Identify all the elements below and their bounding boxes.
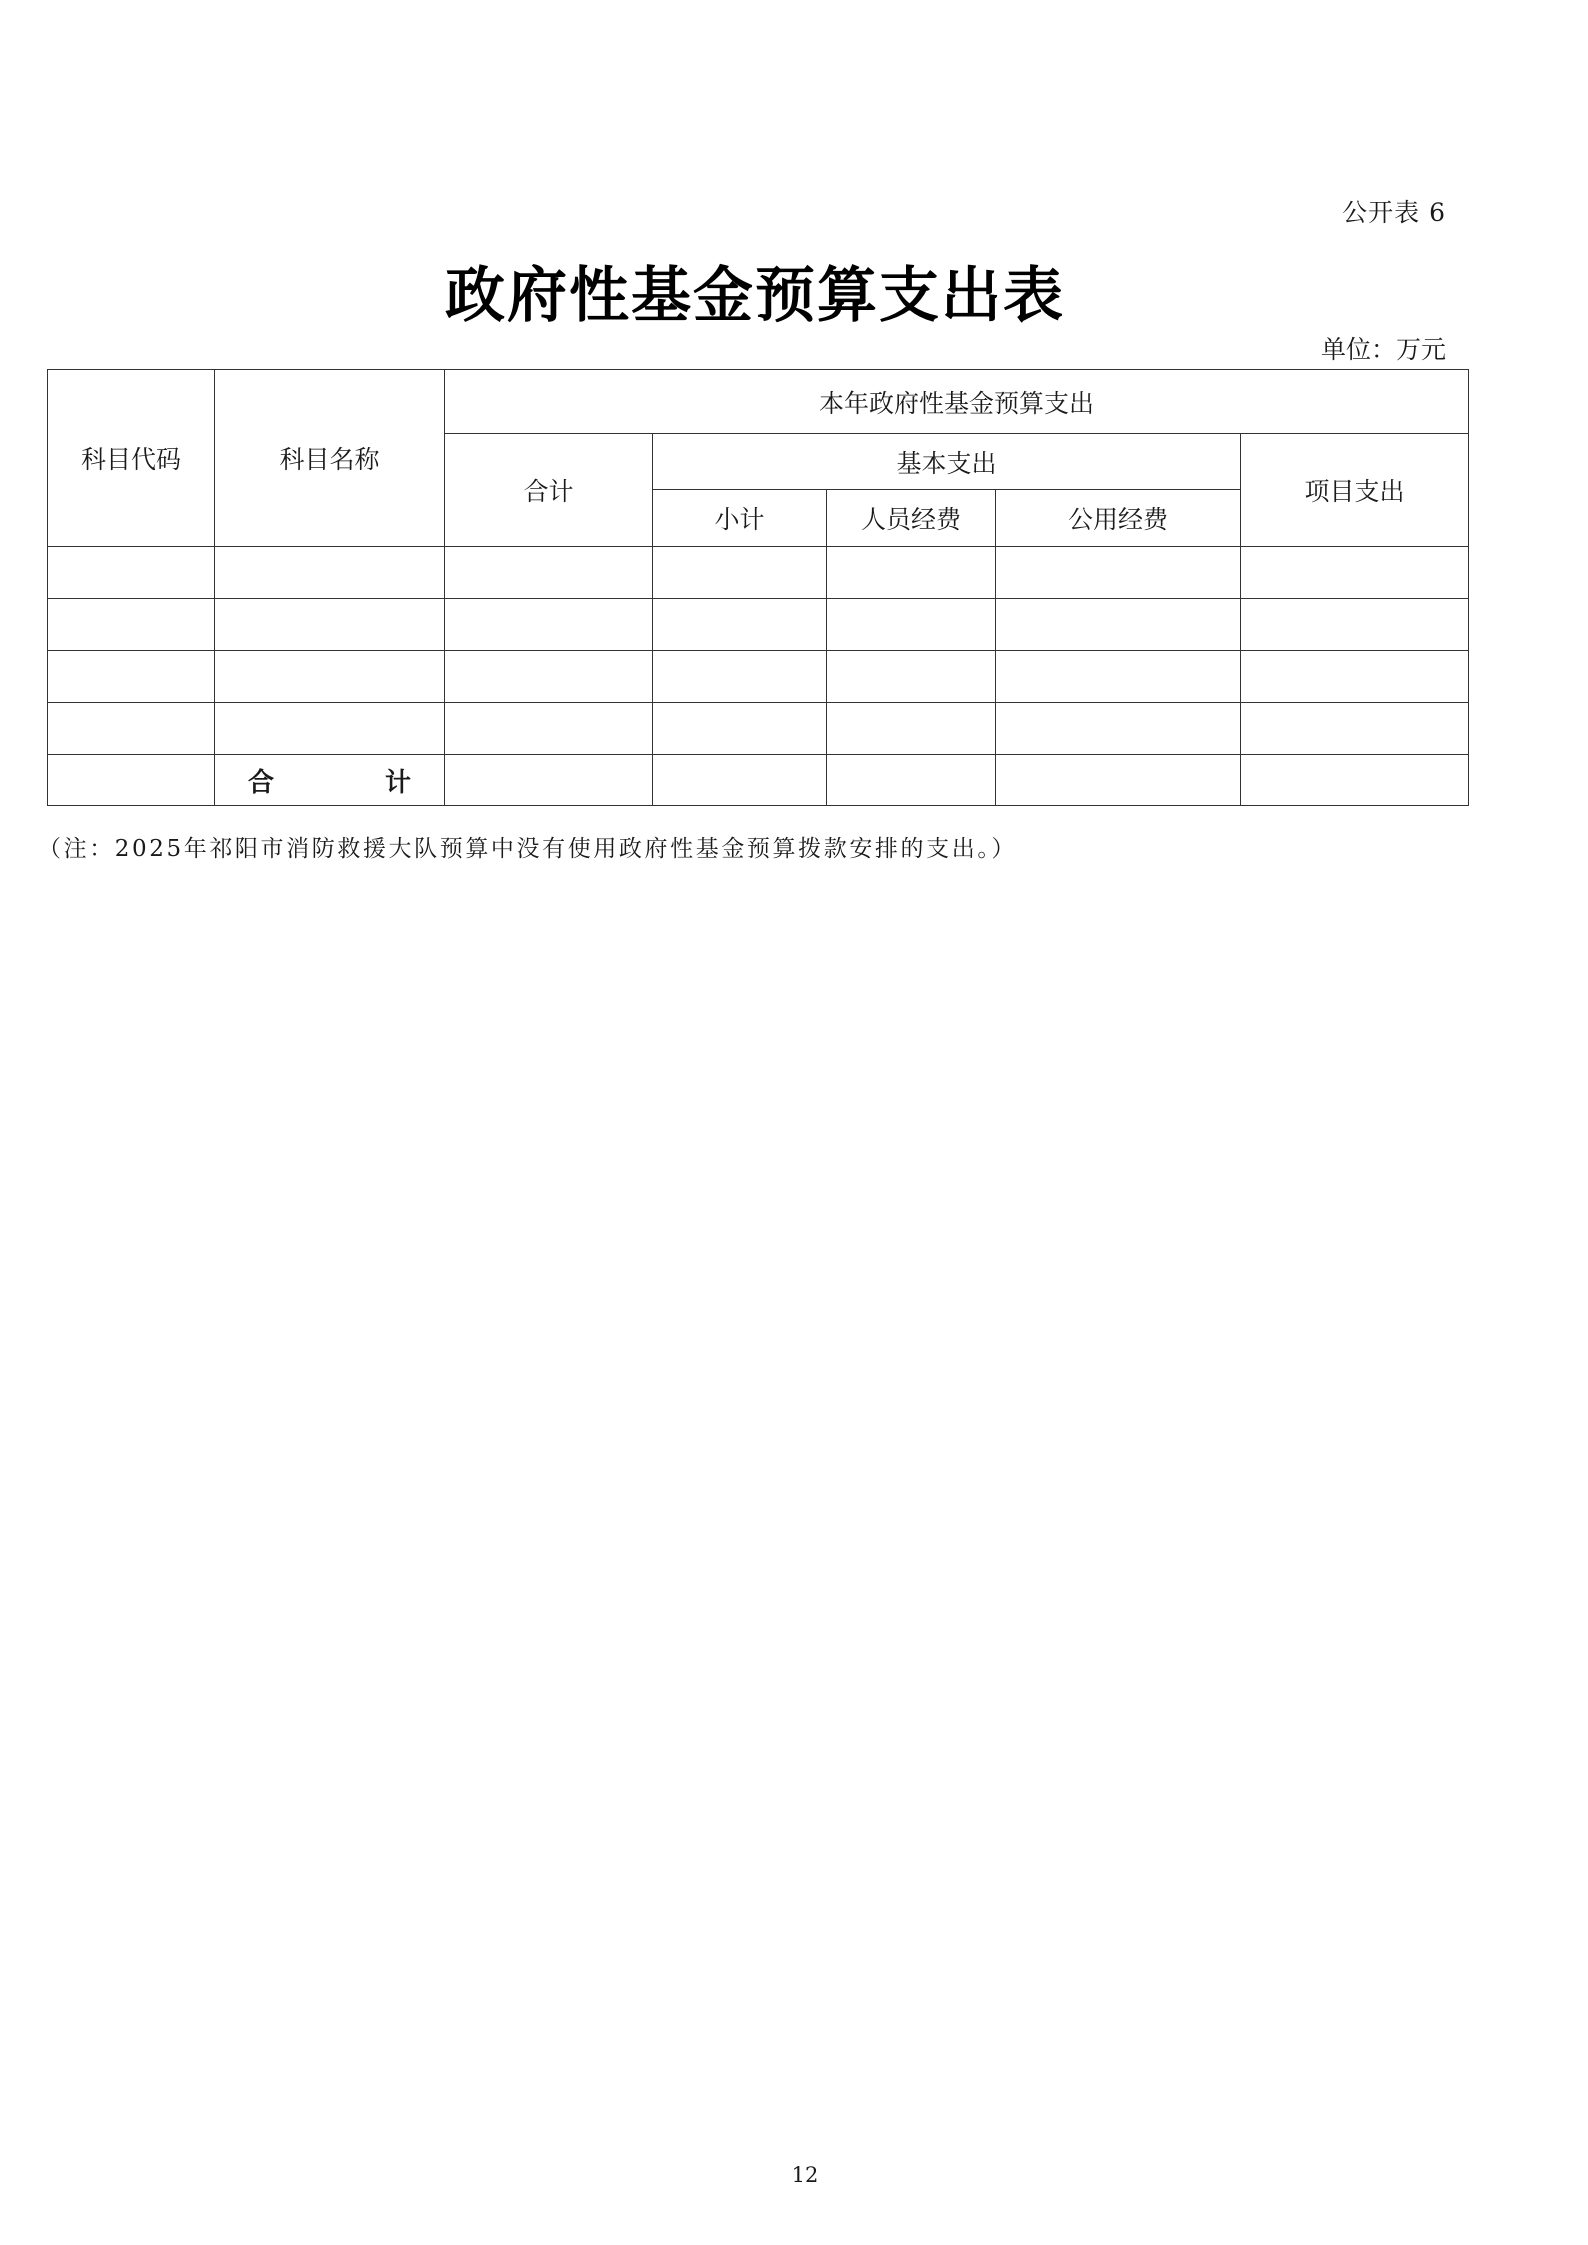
- table-cell: [827, 755, 996, 806]
- table-cell: [445, 651, 653, 703]
- table-cell: [48, 599, 215, 651]
- table-cell: [1241, 703, 1469, 755]
- table-cell: [48, 755, 215, 806]
- table-cell: [445, 547, 653, 599]
- table-cell: [996, 703, 1241, 755]
- table-cell: [445, 703, 653, 755]
- total-label-cell: [215, 755, 445, 806]
- header-public-expense: 公用经费: [996, 490, 1241, 547]
- table-cell: [1241, 755, 1469, 806]
- table-cell: [653, 547, 827, 599]
- table-cell: [445, 599, 653, 651]
- table-cell: [1241, 547, 1469, 599]
- footnote: （注：2025年祁阳市消防救援大队预算中没有使用政府性基金预算拨款安排的支出。）: [38, 836, 1018, 862]
- table-cell: [48, 547, 215, 599]
- budget-table: [47, 369, 1469, 806]
- table-cell: [996, 651, 1241, 703]
- table-row: [48, 599, 1469, 651]
- table-row: [48, 703, 1469, 755]
- table-cell: [827, 703, 996, 755]
- total-row: [48, 755, 1469, 806]
- header-basic-expense: 基本支出: [653, 434, 1241, 490]
- page-number: 12: [791, 2163, 819, 2187]
- header-total: 合计: [445, 434, 653, 547]
- total-label-right: 计: [384, 767, 411, 798]
- table-cell: [653, 651, 827, 703]
- header-subject-code: 科目代码: [48, 370, 215, 547]
- total-label-left: 合: [248, 767, 275, 798]
- table-row: [48, 547, 1469, 599]
- table-cell: [215, 547, 445, 599]
- table-cell: [215, 599, 445, 651]
- table-code-label: 公开表 6: [1342, 198, 1446, 227]
- table-cell: [1241, 651, 1469, 703]
- header-group-title: 本年政府性基金预算支出: [445, 370, 1469, 434]
- header-personnel-expense: 人员经费: [827, 490, 996, 547]
- table-cell: [653, 599, 827, 651]
- table-row: [48, 651, 1469, 703]
- table-cell: [48, 651, 215, 703]
- header-subject-name: 科目名称: [215, 370, 445, 547]
- table-cell: [996, 599, 1241, 651]
- table-cell: [653, 703, 827, 755]
- table-cell: [653, 755, 827, 806]
- table-cell: [996, 755, 1241, 806]
- table-cell: [1241, 599, 1469, 651]
- table-cell: [996, 547, 1241, 599]
- unit-label: 单位：万元: [1320, 335, 1446, 364]
- table-cell: [827, 547, 996, 599]
- table-cell: [215, 651, 445, 703]
- table-cell: [827, 651, 996, 703]
- table-cell: [215, 703, 445, 755]
- table-cell: [827, 599, 996, 651]
- header-project-expense: 项目支出: [1241, 434, 1469, 547]
- header-row-1: [48, 370, 1469, 434]
- page-title: 政府性基金预算支出表: [445, 261, 1065, 331]
- table-cell: [48, 703, 215, 755]
- table-cell: [445, 755, 653, 806]
- header-subtotal: 小计: [653, 490, 827, 547]
